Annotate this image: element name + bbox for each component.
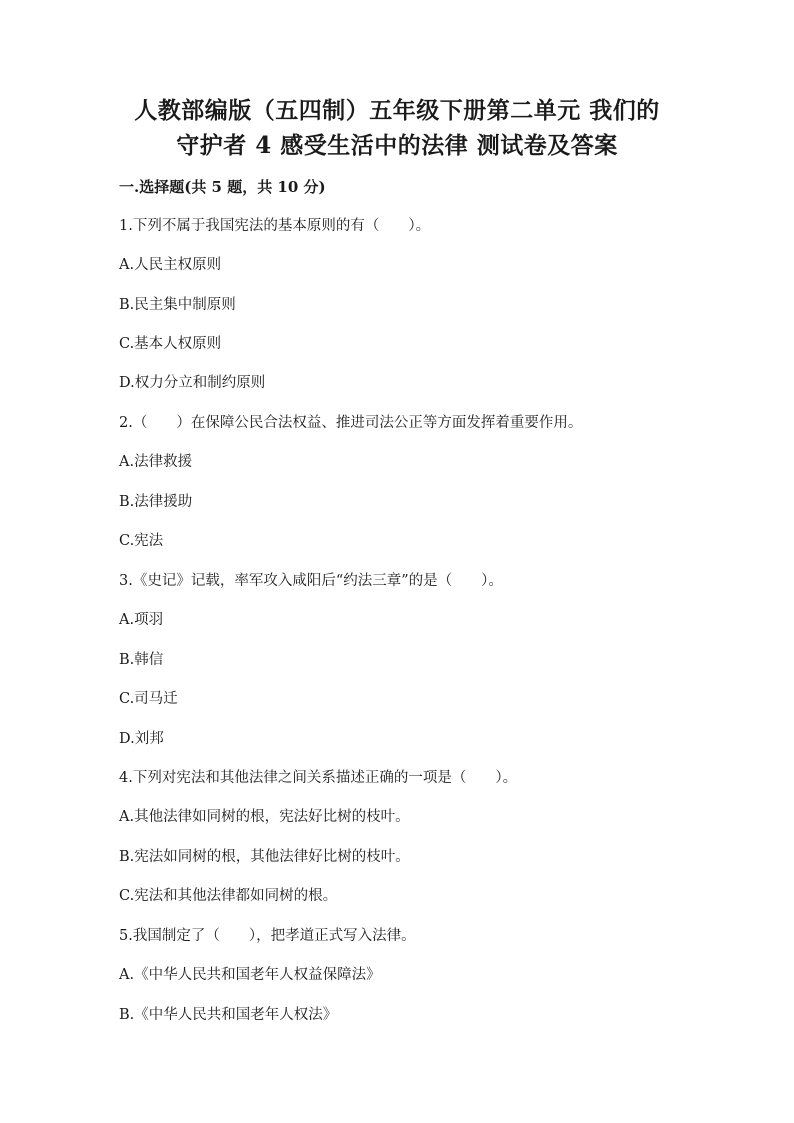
option-3c: C.司马迁	[119, 691, 178, 707]
question-5: 5.我国制定了（ ），把孝道正式写入法律。	[119, 928, 416, 944]
option-3a: A.项羽	[119, 612, 164, 628]
question-2: 2.（ ）在保障公民合法权益、推进司法公正等方面发挥着重要作用。	[119, 415, 583, 431]
option-1d: D.权力分立和制约原则	[119, 375, 266, 391]
option-3d: D.刘邦	[119, 731, 164, 747]
option-1c: C.基本人权原则	[119, 336, 222, 352]
option-5b: B.《中华人民共和国老年人权法》	[119, 1007, 338, 1023]
option-3b: B.韩信	[119, 652, 164, 668]
option-4b: B.宪法如同树的根，其他法律好比树的枝叶。	[119, 849, 410, 865]
option-2c: C.宪法	[119, 533, 164, 549]
option-2a: A.法律救援	[119, 454, 193, 470]
option-2b: B.法律援助	[119, 494, 193, 510]
option-1b: B.民主集中制原则	[119, 297, 236, 313]
question-3: 3.《史记》记载，率军攻入咸阳后“约法三章”的是（ ）。	[119, 573, 503, 589]
option-4a: A.其他法律如同树的根，宪法好比树的枝叶。	[119, 809, 410, 825]
option-1a: A.人民主权原则	[119, 257, 222, 273]
option-5a: A.《中华人民共和国老年人权益保障法》	[119, 967, 381, 983]
section-heading: 一.选择题(共 5 题，共 10 分)	[119, 178, 326, 196]
question-4: 4.下列对宪法和其他法律之间关系描述正确的一项是（ ）。	[119, 770, 518, 786]
option-4c: C.宪法和其他法律都如同树的根。	[119, 888, 338, 904]
document-title-line-2: 守护者 4 感受生活中的法律 测试卷及答案	[176, 132, 618, 159]
question-1: 1.下列不属于我国宪法的基本原则的有（ ）。	[119, 218, 431, 234]
document-title-line-1: 人教部编版（五四制）五年级下册第二单元 我们的	[134, 97, 660, 124]
